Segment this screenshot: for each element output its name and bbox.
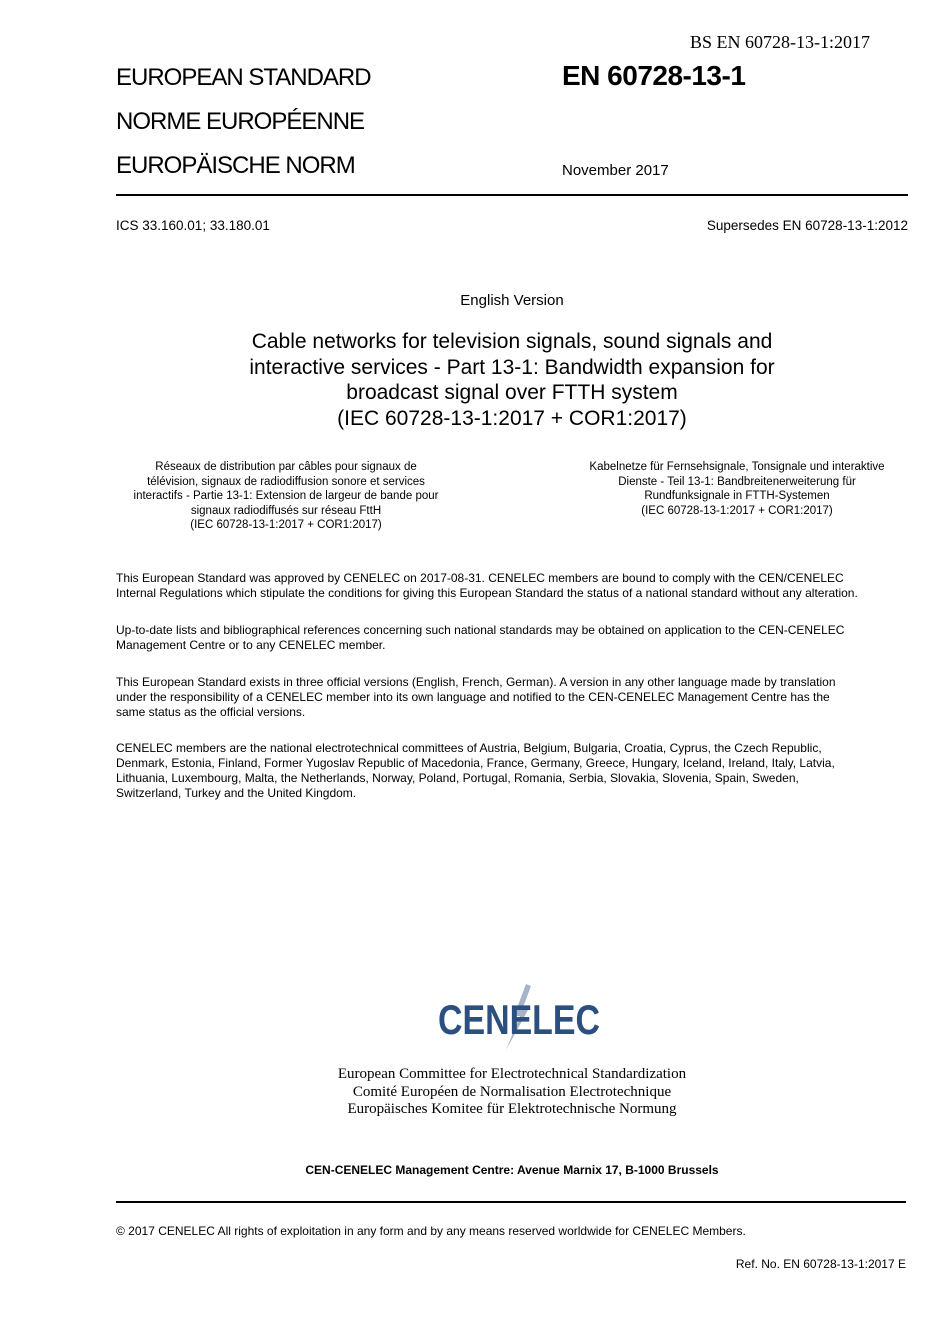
paragraph-line: Switzerland, Turkey and the United Kingdom. (116, 786, 357, 800)
bs-reference: BS EN 60728-13-1:2017 (690, 32, 870, 52)
copyright-notice: © 2017 CENELEC All rights of exploitation in any form and by any means reserved worldwide for CENELEC Members. (116, 1224, 746, 1238)
version-label: English Version (460, 292, 564, 309)
paragraph-line: CENELEC members are the national electrotechnical committees of Austria, Belgium, Bulgaria, Croatia, Cyprus, the Czech Republic, (116, 741, 822, 755)
reference-number: Ref. No. EN 60728-13-1:2017 E (735, 1257, 906, 1271)
standard-number: EN 60728-13-1 (562, 60, 746, 91)
paragraph-line: This European Standard was approved by CENELEC on 2017-08-31. CENELEC members are bound to comply with the CEN/CENELEC (116, 571, 844, 585)
cenelec-logo-text: CENELEC (438, 996, 600, 1043)
footer-divider (116, 1201, 906, 1203)
paragraph-line: same status as the official versions. (116, 705, 306, 719)
title-english-line: interactive services - Part 13-1: Bandwidth expansion for (249, 355, 775, 379)
title-german-line: Dienste - Teil 13-1: Bandbreitenerweiterung für (618, 475, 856, 488)
paragraph-line: Up-to-date lists and bibliographical references concerning such national standards may be obtained on application to the CEN-CENELEC (116, 623, 845, 637)
standard-label-french: NORME EUROPÉENNE (116, 108, 365, 135)
standard-label-english: EUROPEAN STANDARD (116, 64, 371, 91)
title-german (562, 460, 912, 518)
title-english-line: Cable networks for television signals, sound signals and (251, 330, 773, 353)
committee-names (116, 1066, 908, 1119)
committee-name-german: Europäisches Komitee für Elektrotechnische Normung (347, 1101, 677, 1117)
ics-codes: ICS 33.160.01; 33.180.01 (116, 218, 270, 233)
title-french-line: (IEC 60728-13-1:2017 + COR1:2017) (190, 519, 382, 531)
title-french (112, 460, 460, 533)
committee-name-french: Comité Européen de Normalisation Electrotechnique (352, 1083, 672, 1100)
cenelec-logo (434, 982, 604, 1052)
title-english-line: (IEC 60728-13-1:2017 + COR1:2017) (337, 406, 687, 430)
paragraph-line: Management Centre or to any CENELEC member. (116, 638, 386, 652)
title-french-line: signaux radiodiffusés sur réseau FttH (190, 504, 382, 517)
members-paragraph (116, 741, 916, 801)
versions-paragraph (116, 675, 916, 720)
title-french-line: télévision, signaux de radiodiffusion sonore et services (147, 475, 425, 488)
supersedes-note: Supersedes EN 60728-13-1:2012 (706, 218, 908, 233)
publication-date: November 2017 (562, 162, 669, 179)
title-english-line: broadcast signal over FTTH system (346, 381, 678, 404)
references-paragraph (116, 623, 916, 653)
paragraph-line: Denmark, Estonia, Finland, Former Yugoslav Republic of Macedonia, France, Germany, Greece, Hungary, Iceland, Ireland, Italy, Latvia, (116, 756, 835, 770)
title-french-line: interactifs - Partie 13-1: Extension de largeur de bande pour (133, 490, 439, 502)
title-french-line: Réseaux de distribution par câbles pour signaux de (155, 461, 417, 473)
paragraph-line: Lithuania, Luxembourg, Malta, the Netherlands, Norway, Poland, Portugal, Romania, Serbia, Slovakia, Slovenia, Spain, Sweden, (116, 771, 799, 785)
paragraph-line: under the responsibility of a CENELEC member into its own language and notified to the CEN-CENELEC Management Centre has the (116, 690, 830, 704)
approval-paragraph (116, 571, 916, 601)
paragraph-line: This European Standard exists in three official versions (English, French, German). A version in any other language made by translation (116, 675, 836, 689)
header-divider (116, 194, 908, 196)
standard-label-german: EUROPÄISCHE NORM (116, 152, 355, 179)
committee-name-english: European Committee for Electrotechnical Standardization (337, 1066, 687, 1082)
title-german-line: (IEC 60728-13-1:2017 + COR1:2017) (641, 504, 833, 517)
management-centre-address: CEN-CENELEC Management Centre: Avenue Marnix 17, B-1000 Brussels (305, 1163, 719, 1177)
title-english (116, 329, 908, 431)
paragraph-line: Internal Regulations which stipulate the conditions for giving this European Standard the status of a national standard without any alteration. (116, 586, 858, 600)
title-german-line: Kabelnetze für Fernsehsignale, Tonsignale und interaktive (589, 461, 885, 473)
title-german-line: Rundfunksignale in FTTH-Systemen (644, 490, 830, 502)
